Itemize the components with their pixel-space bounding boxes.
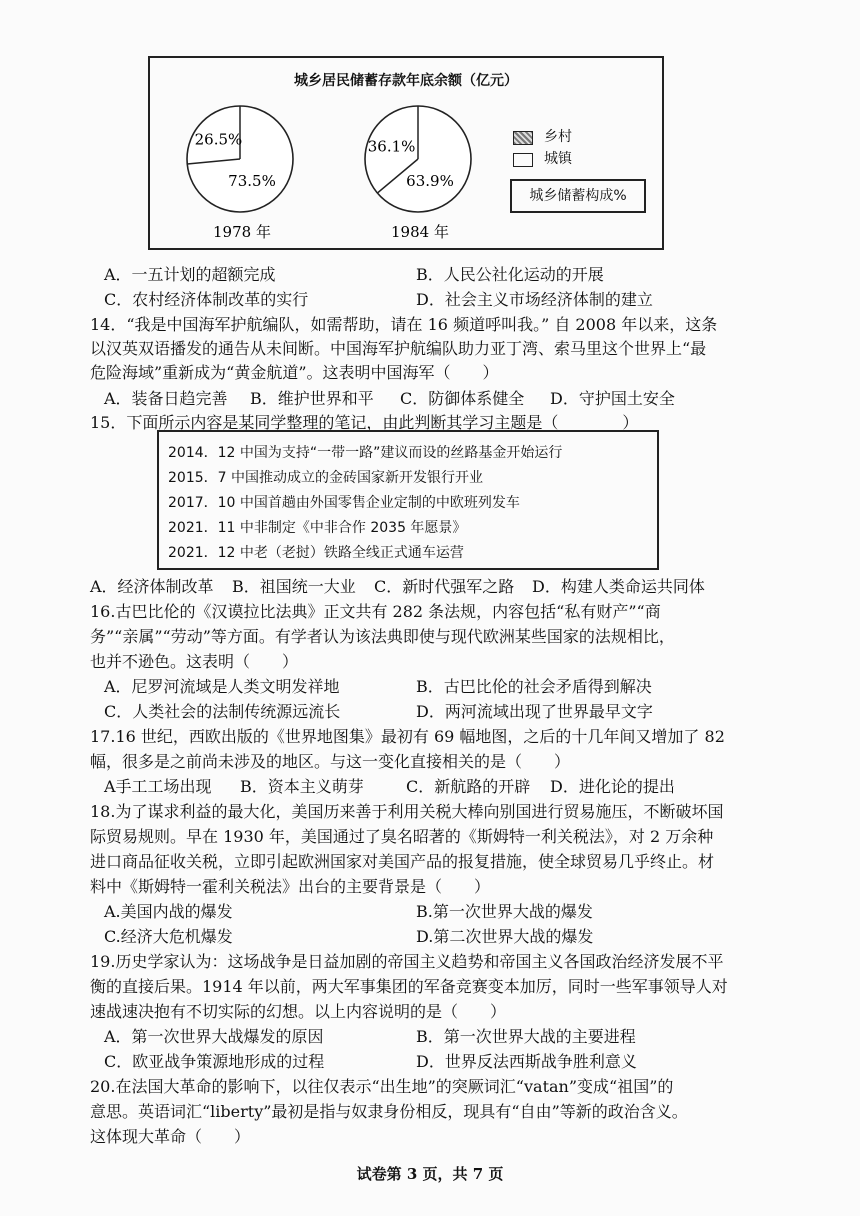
q16-line-3: 也并不逊色。这表明（ ） (90, 652, 299, 671)
savings-chart-box (148, 56, 664, 250)
chart-annotation: 城乡储蓄构成% (510, 179, 646, 213)
pie-label-urban: 73.5% (228, 172, 276, 190)
q13-option-c: C．农村经济体制改革的实行 (104, 290, 309, 309)
q15-option-b: B．祖国统一大业 (232, 577, 356, 596)
q18-option-c: C.经济大危机爆发 (104, 927, 233, 946)
q16-option-c: C．人类社会的法制传统源远流长 (104, 702, 341, 721)
pie-label-urban: 63.9% (406, 172, 454, 190)
q19-line-3: 速战速决抱有不切实际的幻想。以上内容说明的是（ ） (90, 1002, 507, 1021)
chart-title: 城乡居民储蓄存款年底余额（亿元） (294, 73, 518, 89)
q17-option-c: C．新航路的开辟 (406, 777, 531, 796)
legend-label-urban: 城镇 (544, 151, 572, 167)
q14-line-1: 14．“我是中国海军护航编队，如需帮助，请在 16 频道呼叫我。” 自 2008 年以来，这条 (90, 315, 718, 334)
page-footer: 试卷第 3 页，共 7 页 (356, 1165, 504, 1183)
note-item: 2015．7 中国推动成立的金砖国家新开发银行开业 (168, 470, 483, 486)
q16-option-d: D．两河流域出现了世界最早文字 (416, 702, 653, 721)
q18-line-3: 进口商品征收关税，立即引起欧洲国家对美国产品的报复措施，使全球贸易几乎终止。材 (90, 852, 715, 871)
q18-line-2: 际贸易规则。早在 1930 年，美国通过了臭名昭著的《斯姆特一利关税法》，对 2 万余种 (90, 827, 714, 846)
q13-option-a: A．一五计划的超额完成 (104, 265, 276, 284)
q14-line-2: 以汉英双语播发的通告从未间断。中国海军护航编队助力亚丁湾、索马里这个世界上“最 (90, 339, 707, 358)
pie-year-label: 1978 年 (213, 223, 271, 241)
q16-line-2: 务”“亲属”“劳动”等方面。有学者认为该法典即使与现代欧洲某些国家的法规相比， (90, 627, 675, 646)
pie-charts (150, 92, 510, 242)
q19-line-1: 19.历史学家认为：这场战争是日益加剧的帝国主义趋势和帝国主义各国政治经济发展不平 (90, 952, 724, 971)
q17-line-2: 幅，很多是之前尚未涉及的地区。与这一变化直接相关的是（ ） (90, 752, 571, 771)
q18-option-b: B.第一次世界大战的爆发 (416, 902, 593, 921)
pie-label-rural: 26.5% (194, 130, 243, 149)
legend-swatch-rural (513, 131, 533, 145)
q14-option-c: C．防御体系健全 (400, 389, 525, 408)
q16-option-a: A．尼罗河流域是人类文明发祥地 (104, 677, 340, 696)
q14-option-a: A．装备日趋完善 (104, 389, 228, 408)
q17-option-d: D．进化论的提出 (550, 777, 675, 796)
q15-option-c: C．新时代强军之路 (374, 577, 515, 596)
q18-line-4: 料中《斯姆特一霍利关税法》出台的主要背景是（ ） (90, 877, 491, 896)
note-item: 2014．12 中国为支持“一带一路”建议而设的丝路基金开始运行 (168, 445, 563, 461)
legend-swatch-urban (513, 153, 533, 167)
q16-line-1: 16.古巴比伦的《汉谟拉比法典》正文共有 282 条法规，内容包括“私有财产”“商 (90, 602, 661, 621)
q19-option-d: D．世界反法西斯战争胜利意义 (416, 1052, 637, 1071)
q17-option-b: B．资本主义萌芽 (240, 777, 364, 796)
q20-line-3: 这体现大革命（ ） (90, 1127, 251, 1146)
q17-line-1: 17.16 世纪，西欧出版的《世界地图集》最初有 69 幅地图，之后的十几年间又增加了 82 (90, 727, 725, 746)
q17-option-a: A手工工场出现 (104, 777, 212, 796)
q16-option-b: B．古巴比伦的社会矛盾得到解决 (416, 677, 652, 696)
q15-stem: 15．下面所示内容是某同学整理的笔记，由此判断其学习主题是（ ） (90, 413, 639, 432)
note-item: 2021．11 中非制定《中非合作 2035 年愿景》 (168, 520, 467, 536)
q15-option-a: A．经济体制改革 (90, 577, 214, 596)
pie-label-rural: 36.1% (367, 137, 416, 156)
q13-option-b: B．人民公社化运动的开展 (416, 265, 604, 284)
q19-option-b: B．第一次世界大战的主要进程 (416, 1027, 636, 1046)
note-item: 2017．10 中国首趟由外国零售企业定制的中欧班列发车 (168, 495, 520, 511)
q14-option-b: B．维护世界和平 (250, 389, 374, 408)
legend-label-rural: 乡村 (544, 129, 572, 145)
q20-line-2: 意思。英语词汇“liberty”最初是指与奴隶身份相反，现具有“自由”等新的政治含义。 (90, 1102, 688, 1121)
q15-option-d: D．构建人类命运共同体 (532, 577, 705, 596)
q14-line-3: 危险海域”重新成为“黄金航道”。这表明中国海军（ ） (90, 363, 499, 382)
q15-notes-box (157, 430, 659, 570)
q13-option-d: D．社会主义市场经济体制的建立 (416, 290, 653, 309)
q19-option-c: C．欧亚战争策源地形成的过程 (104, 1052, 325, 1071)
note-item: 2021．12 中老（老挝）铁路全线正式通车运营 (168, 545, 464, 561)
q19-option-a: A．第一次世界大战爆发的原因 (104, 1027, 324, 1046)
pie-year-label: 1984 年 (391, 223, 449, 241)
q19-line-2: 衡的直接后果。1914 年以前，两大军事集团的军备竞赛变本加厉，同时一些军事领导人对 (90, 977, 728, 996)
q14-option-d: D．守护国土安全 (550, 389, 675, 408)
q18-option-a: A.美国内战的爆发 (104, 902, 233, 921)
q20-line-1: 20.在法国大革命的影响下，以往仅表示“出生地”的突厥词汇“vatan”变成“祖国”的 (90, 1077, 674, 1096)
q18-line-1: 18.为了谋求利益的最大化，美国历来善于利用关税大棒向别国进行贸易施压，不断破坏国 (90, 802, 724, 821)
q18-option-d: D.第二次世界大战的爆发 (416, 927, 594, 946)
